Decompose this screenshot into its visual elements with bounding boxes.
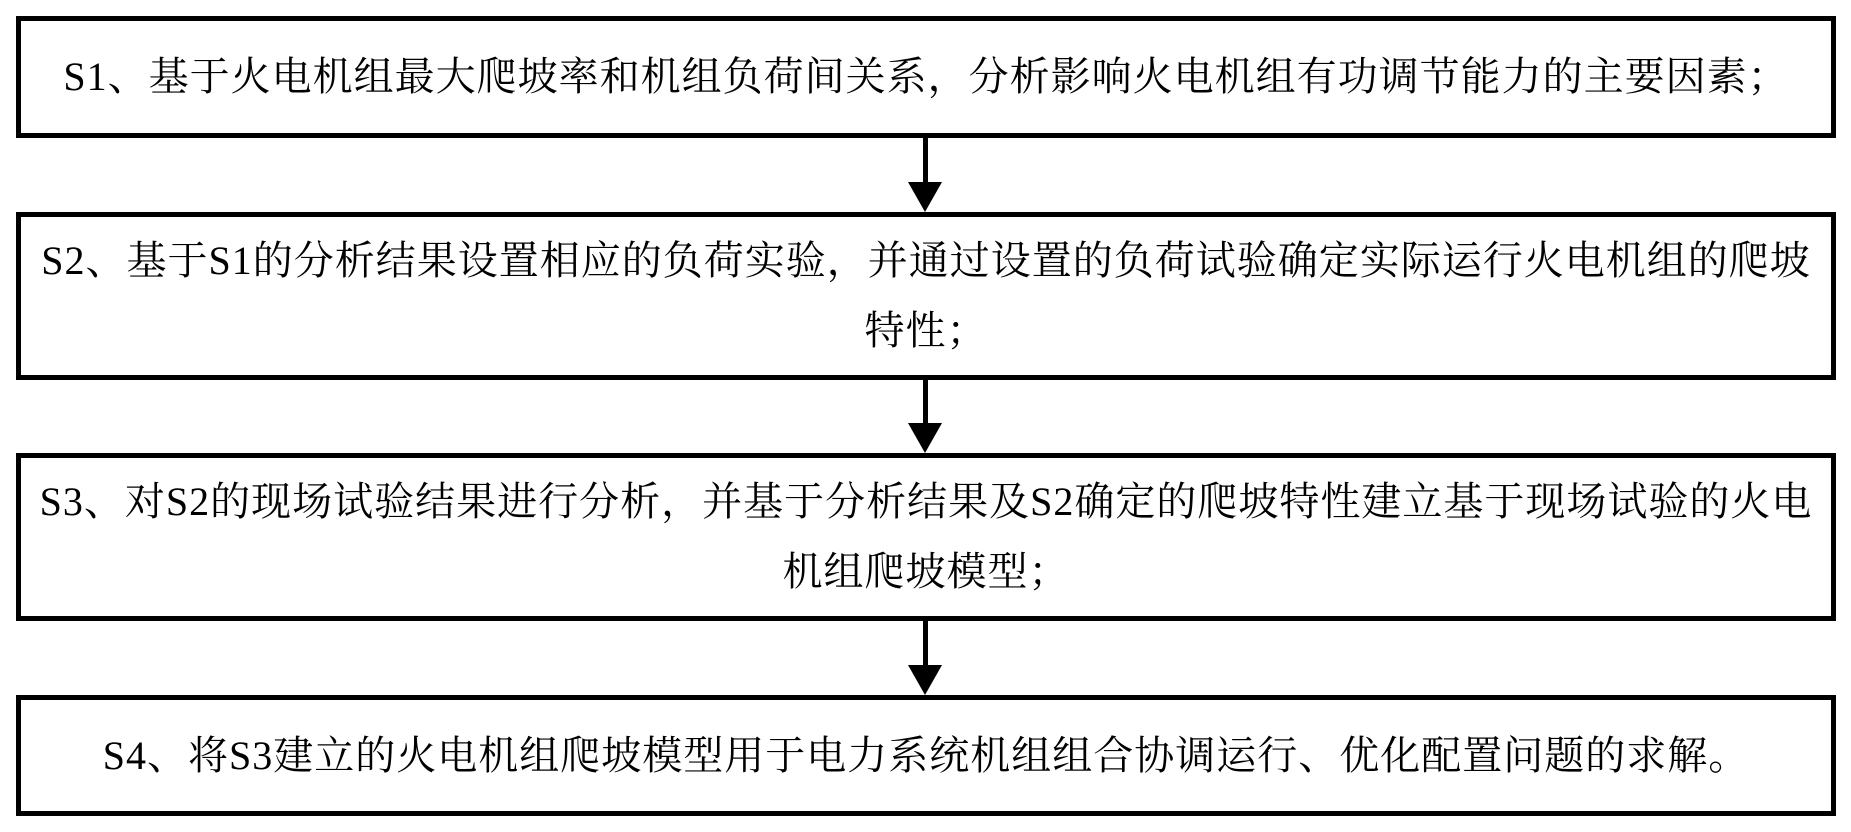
arrow-down-icon	[908, 665, 942, 695]
flow-step-s1	[16, 16, 1836, 138]
arrow-down-icon	[908, 423, 942, 453]
arrow-stem	[923, 380, 928, 424]
arrow-stem	[923, 138, 928, 183]
flow-step-s3-text-line2: 机组爬坡模型；	[782, 549, 1070, 594]
arrow-down-icon	[908, 182, 942, 212]
flow-arrow-s3-s4	[908, 621, 942, 695]
flow-step-s2	[16, 212, 1836, 380]
flow-step-s2-text-line1: S2、基于S1的分析结果设置相应的负荷实验，并通过设置的负荷试验确定实际运行火电机组的爬坡	[41, 238, 1811, 283]
flow-step-s2-text-line2: 特性；	[864, 308, 988, 353]
arrow-stem	[923, 621, 928, 666]
flow-step-s4-text: S4、将S3建立的火电机组爬坡模型用于电力系统机组组合协调运行、优化配置问题的求解。	[102, 732, 1750, 778]
flow-arrow-s1-s2	[908, 138, 942, 212]
flow-step-s3-text-line1: S3、对S2的现场试验结果进行分析，并基于分析结果及S2确定的爬坡特性建立基于现场试验的火电	[39, 479, 1813, 524]
flow-arrow-s2-s3	[908, 380, 942, 453]
flow-step-s1-text: S1、基于火电机组最大爬坡率和机组负荷间关系，分析影响火电机组有功调节能力的主要因素；	[63, 54, 1789, 99]
flow-step-s4	[16, 695, 1836, 816]
flow-step-s3	[16, 453, 1836, 621]
